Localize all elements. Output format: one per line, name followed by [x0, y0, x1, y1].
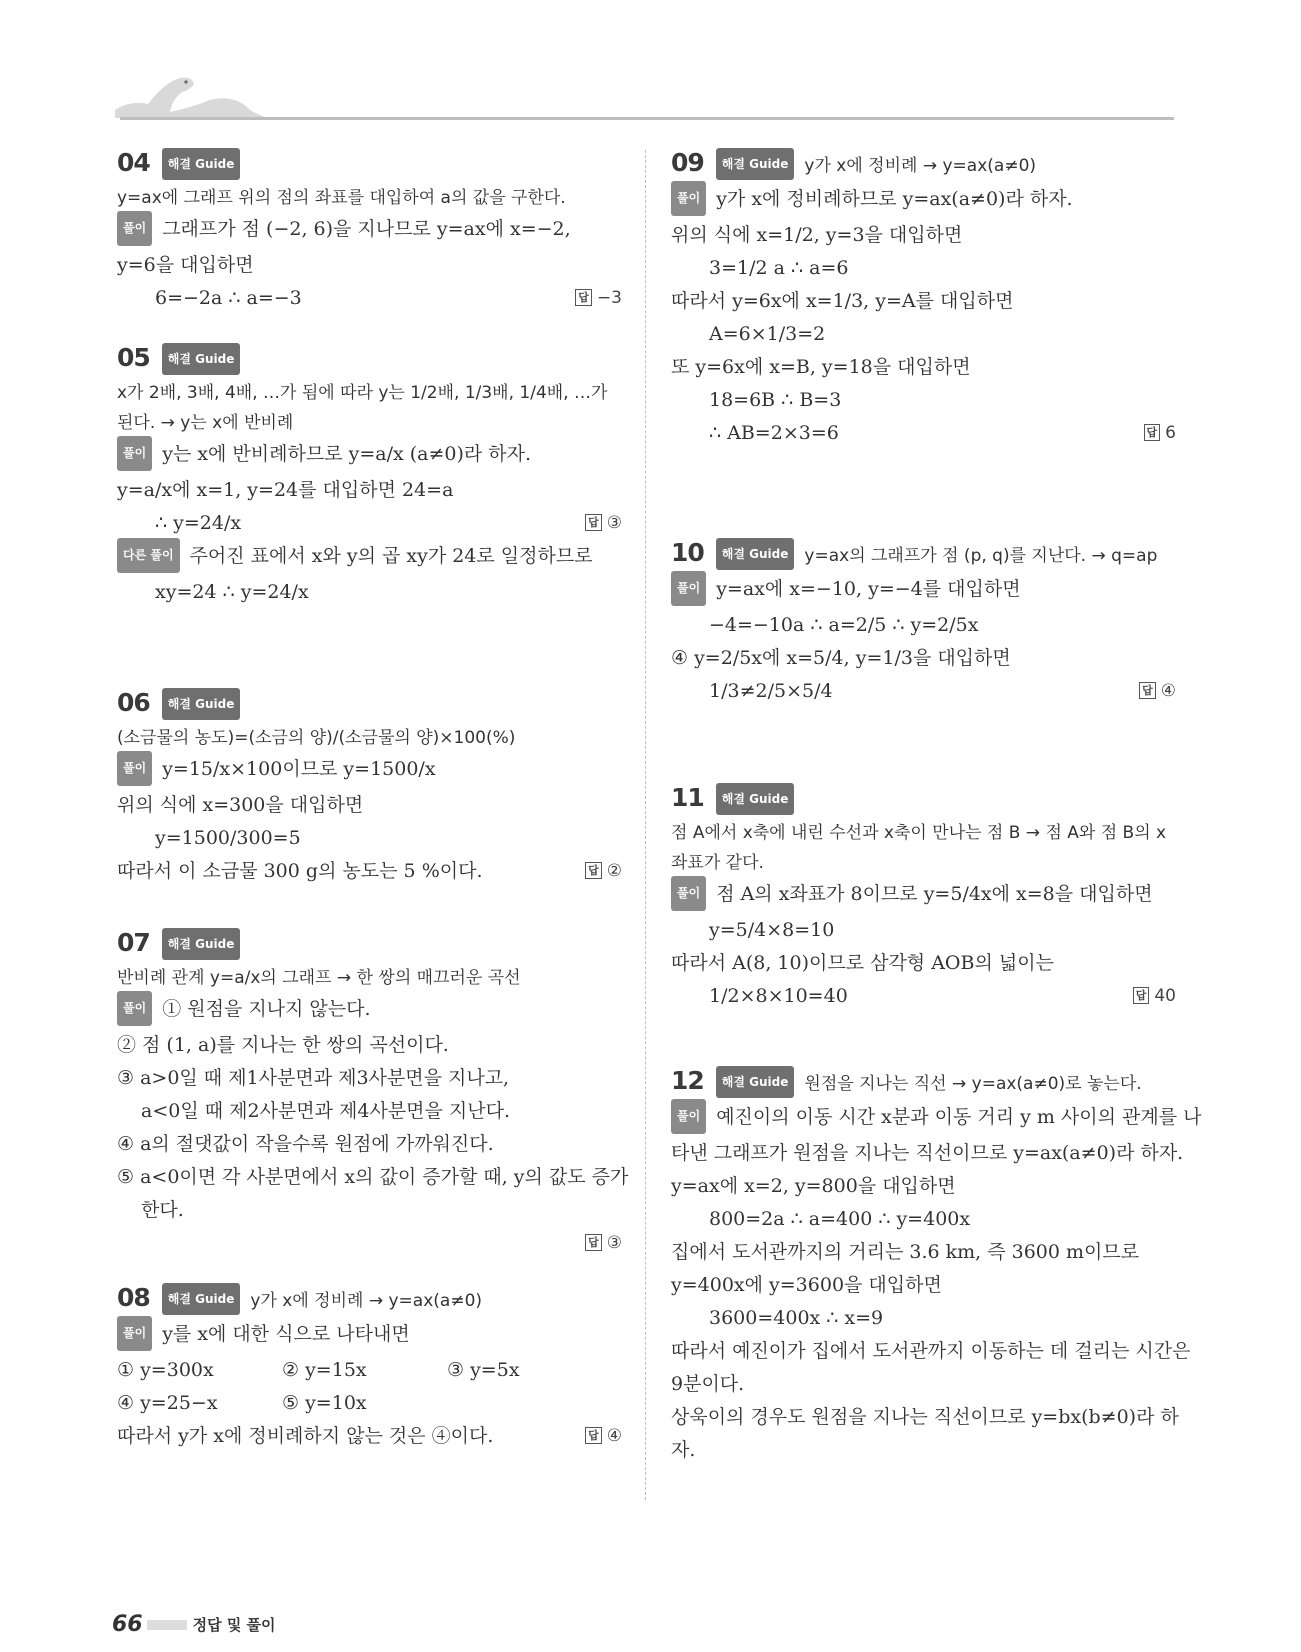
- solution-badge: 풀이: [671, 1099, 706, 1134]
- problem-number: 06: [117, 688, 150, 717]
- problem-number: 08: [117, 1283, 150, 1312]
- solution-line: 예진이의 이동 시간 x분과 이동 거리 y m 사이의 관계를 나: [716, 1106, 1202, 1128]
- solution-line: 위의 식에 x=1/2, y=3을 대입하면: [671, 224, 963, 246]
- problem-05: [117, 343, 622, 609]
- solution-line: y를 x에 대한 식으로 나타내면: [162, 1323, 410, 1345]
- solution-line: 1/3≠2/5×5/4: [709, 680, 833, 702]
- problem-08: [117, 1283, 622, 1453]
- solution-line: 800=2a ∴ a=400 ∴ y=400x: [709, 1208, 971, 1230]
- problem-number: 12: [671, 1066, 704, 1095]
- solution-line: y=a/x에 x=1, y=24를 대입하면 24=a: [117, 479, 454, 501]
- answer: [585, 1420, 622, 1453]
- solution-line: 따라서 예진이가 집에서 도서관까지 이동하는 데 걸리는 시간은: [671, 1340, 1191, 1362]
- problem-06: [117, 688, 622, 888]
- answer-value: ③: [606, 1233, 622, 1253]
- solution-line: ② 점 (1, a)를 지나는 한 쌍의 곡선이다.: [117, 1034, 449, 1056]
- guide-badge: 해결 Guide: [716, 538, 795, 570]
- solution-badge: 풀이: [117, 751, 152, 786]
- answer-value: −3: [596, 288, 622, 308]
- alt-solution-line: 주어진 표에서 x와 y의 곱 xy가 24로 일정하므로: [189, 545, 593, 567]
- problem-04: [117, 148, 622, 315]
- guide-badge: 해결 Guide: [162, 343, 241, 375]
- solution-line: 3600=400x ∴ x=9: [709, 1307, 884, 1329]
- solution-line: y=6을 대입하면: [117, 254, 254, 276]
- solution-line: 9분이다.: [671, 1373, 745, 1395]
- answer-badge: 답: [1133, 987, 1150, 1004]
- answer-badge: 답: [585, 514, 602, 531]
- answer-badge: 답: [585, 862, 602, 879]
- page-footer: [112, 1612, 276, 1637]
- answer-badge: 답: [585, 1234, 602, 1251]
- solution-line: 한다.: [141, 1199, 184, 1221]
- solution-line: ∴ AB=2×3=6: [709, 422, 839, 444]
- solution-line: 타낸 그래프가 원점을 지나는 직선이므로 y=ax(a≠0)라 하자.: [671, 1142, 1184, 1164]
- guide-text: 점 A에서 x축에 내린 수선과 x축이 만나는 점 B → 점 A와 점 B의 x좌표가 같다.: [671, 823, 1167, 873]
- problem-number: 05: [117, 343, 150, 372]
- header-rule: [120, 117, 1174, 120]
- answer-value: ④: [606, 1426, 622, 1446]
- solution-line: ⑤ a<0이면 각 사분면에서 x의 값이 증가할 때, y의 값도 증가: [117, 1166, 629, 1188]
- answer-badge: 답: [575, 289, 592, 306]
- option-list: [117, 1354, 622, 1387]
- answer-badge: 답: [585, 1427, 602, 1444]
- solution-line: 1/2×8×10=40: [709, 985, 848, 1007]
- solution-line: 점 A의 x좌표가 8이므로 y=5/4x에 x=8을 대입하면: [716, 883, 1153, 905]
- solution-line: ④ a의 절댓값이 작을수록 원점에 가까워진다.: [117, 1133, 494, 1155]
- solution-line: y=ax에 x=2, y=800을 대입하면: [671, 1175, 956, 1197]
- solution-line: ∴ y=24/x: [155, 512, 242, 534]
- solution-line: 위의 식에 x=300을 대입하면: [117, 794, 364, 816]
- solution-line: y=ax에 x=−10, y=−4를 대입하면: [716, 578, 1021, 600]
- answer-badge: 답: [1144, 424, 1161, 441]
- solution-line: 상욱이의 경우도 원점을 지나는 직선이므로 y=bx(b≠0)라 하: [671, 1406, 1179, 1428]
- solution-line: y는 x에 반비례하므로 y=a/x (a≠0)라 하자.: [162, 443, 532, 465]
- answer: [1133, 980, 1176, 1013]
- option-item: ③ y=5x: [447, 1359, 520, 1381]
- solution-badge: 풀이: [117, 991, 152, 1026]
- solution-line: 따라서 y가 x에 정비례하지 않는 것은 ④이다.: [117, 1425, 494, 1447]
- solution-line: 따라서 y=6x에 x=1/3, y=A를 대입하면: [671, 290, 1014, 312]
- guide-text: y가 x에 정비례 → y=ax(a≠0): [250, 1291, 483, 1311]
- solution-line: y=5/4×8=10: [709, 919, 835, 941]
- solution-line: y=1500/300=5: [155, 827, 301, 849]
- guide-text: (소금물의 농도)=(소금의 양)/(소금물의 양)×100(%): [117, 728, 516, 748]
- problem-number: 11: [671, 783, 704, 812]
- solution-line: 3=1/2 a ∴ a=6: [709, 257, 849, 279]
- solution-badge: 풀이: [671, 876, 706, 911]
- guide-badge: 해결 Guide: [716, 1066, 795, 1098]
- answer-value: ②: [606, 861, 622, 881]
- solution-line: 18=6B ∴ B=3: [709, 389, 842, 411]
- problem-10: [671, 538, 1176, 708]
- solution-line: a<0일 때 제2사분면과 제4사분면을 지난다.: [141, 1100, 511, 1122]
- guide-badge: 해결 Guide: [162, 1283, 241, 1315]
- answer-value: 40: [1154, 986, 1176, 1006]
- solution-line: 또 y=6x에 x=B, y=18을 대입하면: [671, 356, 971, 378]
- answer: [1144, 417, 1176, 450]
- solution-badge: 풀이: [117, 436, 152, 471]
- answer-value: 6: [1165, 423, 1176, 443]
- problem-number: 04: [117, 148, 150, 177]
- guide-badge: 해결 Guide: [162, 688, 241, 720]
- answer-value: ④: [1160, 681, 1176, 701]
- option-item: ① y=300x: [117, 1359, 214, 1381]
- solution-line: 그래프가 점 (−2, 6)을 지나므로 y=ax에 x=−2,: [162, 218, 571, 240]
- solution-line: y가 x에 정비례하므로 y=ax(a≠0)라 하자.: [716, 188, 1073, 210]
- guide-badge: 해결 Guide: [716, 783, 795, 815]
- guide-text: x가 2배, 3배, 4배, …가 됨에 따라 y는 1/2배, 1/3배, 1/4배, …가 된다. → y는 x에 반비례: [117, 383, 608, 433]
- solution-badge: 풀이: [117, 211, 152, 246]
- solution-badge: 풀이: [117, 1316, 152, 1351]
- option-item: ④ y=25−x: [117, 1392, 218, 1414]
- answer-value: ③: [606, 513, 622, 533]
- answer: [575, 282, 622, 315]
- solution-line: −4=−10a ∴ a=2/5 ∴ y=2/5x: [709, 614, 979, 636]
- solution-badge: 풀이: [671, 181, 706, 216]
- solution-line: ④ y=2/5x에 x=5/4, y=1/3을 대입하면: [671, 647, 1011, 669]
- problem-number: 09: [671, 148, 704, 177]
- guide-text: y=ax의 그래프가 점 (p, q)를 지난다. → q=ap: [804, 546, 1158, 566]
- problem-number: 10: [671, 538, 704, 567]
- solution-line: ③ a>0일 때 제1사분면과 제3사분면을 지나고,: [117, 1067, 510, 1089]
- solution-badge: 풀이: [671, 571, 706, 606]
- solution-line: ① 원점을 지나지 않는다.: [162, 998, 371, 1020]
- guide-badge: 해결 Guide: [716, 148, 795, 180]
- page-number: 66: [112, 1612, 143, 1637]
- option-list: [117, 1387, 622, 1420]
- problem-11: [671, 783, 1176, 1013]
- alt-solution-line: xy=24 ∴ y=24/x: [155, 581, 309, 603]
- answer-badge: 답: [1139, 682, 1156, 699]
- solution-line: 따라서 A(8, 10)이므로 삼각형 AOB의 넓이는: [671, 952, 1054, 974]
- answer: [585, 855, 622, 888]
- option-item: ② y=15x: [282, 1359, 367, 1381]
- solution-line: 집에서 도서관까지의 거리는 3.6 km, 즉 3600 m이므로: [671, 1241, 1140, 1263]
- guide-badge: 해결 Guide: [162, 148, 241, 180]
- solution-line: 6=−2a ∴ a=−3: [155, 287, 302, 309]
- solution-line: y=15/x×100이므로 y=1500/x: [162, 758, 436, 780]
- alt-solution-badge: 다른 풀이: [117, 538, 180, 573]
- solution-line: y=400x에 y=3600을 대입하면: [671, 1274, 942, 1296]
- option-item: ⑤ y=10x: [282, 1392, 367, 1414]
- solution-line: 따라서 이 소금물 300 g의 농도는 5 %이다.: [117, 860, 483, 882]
- solution-line: A=6×1/3=2: [709, 323, 826, 345]
- problem-number: 07: [117, 928, 150, 957]
- footer-decoration: [147, 1620, 187, 1630]
- solution-line: 자.: [671, 1439, 696, 1461]
- answer: [585, 1227, 622, 1260]
- footer-title: 정답 및 풀이: [192, 1616, 276, 1634]
- problem-12: [671, 1066, 1202, 1467]
- guide-text: y=ax에 그래프 위의 점의 좌표를 대입하여 a의 값을 구한다.: [117, 188, 566, 208]
- answer: [1139, 675, 1176, 708]
- guide-text: 원점을 지나는 직선 → y=ax(a≠0)로 놓는다.: [804, 1074, 1142, 1094]
- guide-text: y가 x에 정비례 → y=ax(a≠0): [804, 156, 1037, 176]
- problem-07: [117, 928, 629, 1260]
- guide-text: 반비례 관계 y=a/x의 그래프 → 한 쌍의 매끄러운 곡선: [117, 968, 521, 988]
- answer: [585, 507, 622, 540]
- problem-09: [671, 148, 1176, 450]
- guide-badge: 해결 Guide: [162, 928, 241, 960]
- column-divider: [645, 150, 646, 1500]
